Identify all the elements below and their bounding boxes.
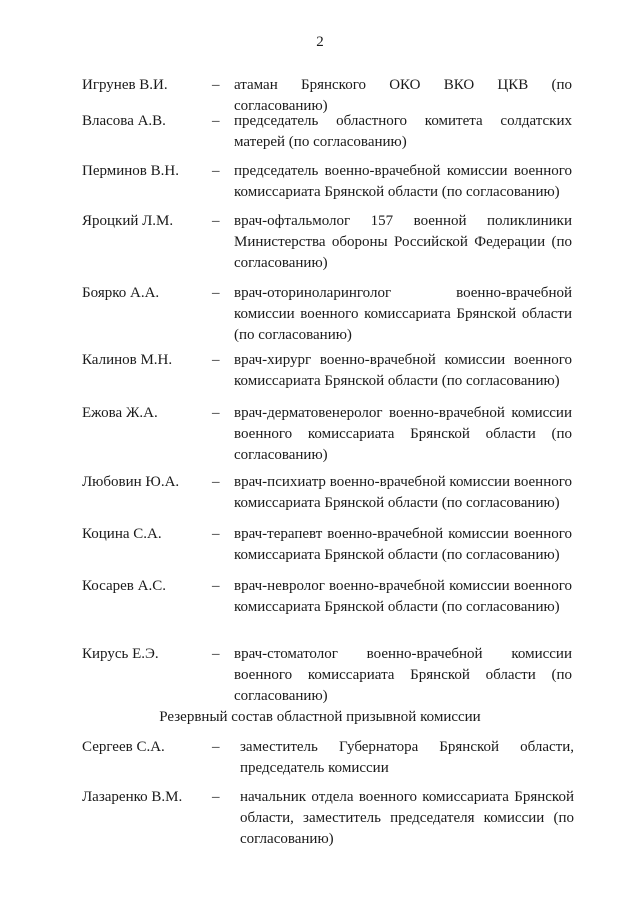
dash-separator: – <box>212 213 220 229</box>
member-description: заместитель Губернатора Брянской области, председатель комиссии <box>240 739 574 776</box>
member-name: Кирусь Е.Э. <box>82 646 159 662</box>
member-name: Сергеев С.А. <box>82 739 165 755</box>
member-description: врач-дерматовенеролог военно-врачебной комиссии военного комиссариата Брянской области (по согласованию) <box>234 405 572 463</box>
dash-separator: – <box>212 285 220 301</box>
member-description: врач-психиатр военно-врачебной комиссии военного комиссариата Брянской области (по согласованию) <box>234 474 572 511</box>
dash-separator: – <box>212 113 220 129</box>
member-description: врач-невролог военно-врачебной комиссии военного комиссариата Брянской области (по согласованию) <box>234 578 572 615</box>
dash-separator: – <box>212 789 220 805</box>
reserve-section-title: Резервный состав областной призывной комиссии <box>159 709 481 725</box>
member-name: Лазаренко В.М. <box>82 789 183 805</box>
dash-separator: – <box>212 405 220 421</box>
dash-separator: – <box>212 578 220 594</box>
member-name: Власова А.В. <box>82 113 166 129</box>
page-number: 2 <box>316 34 324 50</box>
member-description: врач-офтальмолог 157 военной поликлиники Министерства обороны Российской Федерации (по согласованию) <box>234 213 572 271</box>
member-description: врач-стоматолог военно-врачебной комиссии военного комиссариата Брянской области (по согласованию) <box>234 646 572 704</box>
member-description: атаман Брянского ОКО ВКО ЦКВ (по согласованию) <box>234 77 572 114</box>
member-description: врач-хирург военно-врачебной комиссии военного комиссариата Брянской области (по согласованию) <box>234 352 572 389</box>
member-description: врач-терапевт военно-врачебной комиссии военного комиссариата Брянской области (по согласованию) <box>234 526 572 563</box>
member-name: Яроцкий Л.М. <box>82 213 174 229</box>
member-name: Игрунев В.И. <box>82 77 168 93</box>
member-name: Перминов В.Н. <box>82 163 179 179</box>
dash-separator: – <box>212 739 220 755</box>
member-name: Любовин Ю.А. <box>82 474 180 490</box>
dash-separator: – <box>212 163 220 179</box>
member-name: Ежова Ж.А. <box>82 405 158 421</box>
dash-separator: – <box>212 646 220 662</box>
member-name: Боярко А.А. <box>82 285 160 301</box>
dash-separator: – <box>212 474 220 490</box>
member-description: председатель областного комитета солдатских матерей (по согласованию) <box>234 113 572 150</box>
dash-separator: – <box>212 526 220 542</box>
member-name: Коцина С.А. <box>82 526 162 542</box>
member-description: начальник отдела военного комиссариата Брянской области, заместитель председателя комиссии (по согласованию) <box>240 789 574 847</box>
member-description: врач-оториноларинголог военно-врачебной комиссии военного комиссариата Брянской области (по согласованию) <box>234 285 572 343</box>
member-name: Косарев А.С. <box>82 578 166 594</box>
member-name: Калинов М.Н. <box>82 352 173 368</box>
dash-separator: – <box>212 352 220 368</box>
dash-separator: – <box>212 77 220 93</box>
member-description: председатель военно-врачебной комиссии военного комиссариата Брянской области (по согласованию) <box>234 163 572 200</box>
